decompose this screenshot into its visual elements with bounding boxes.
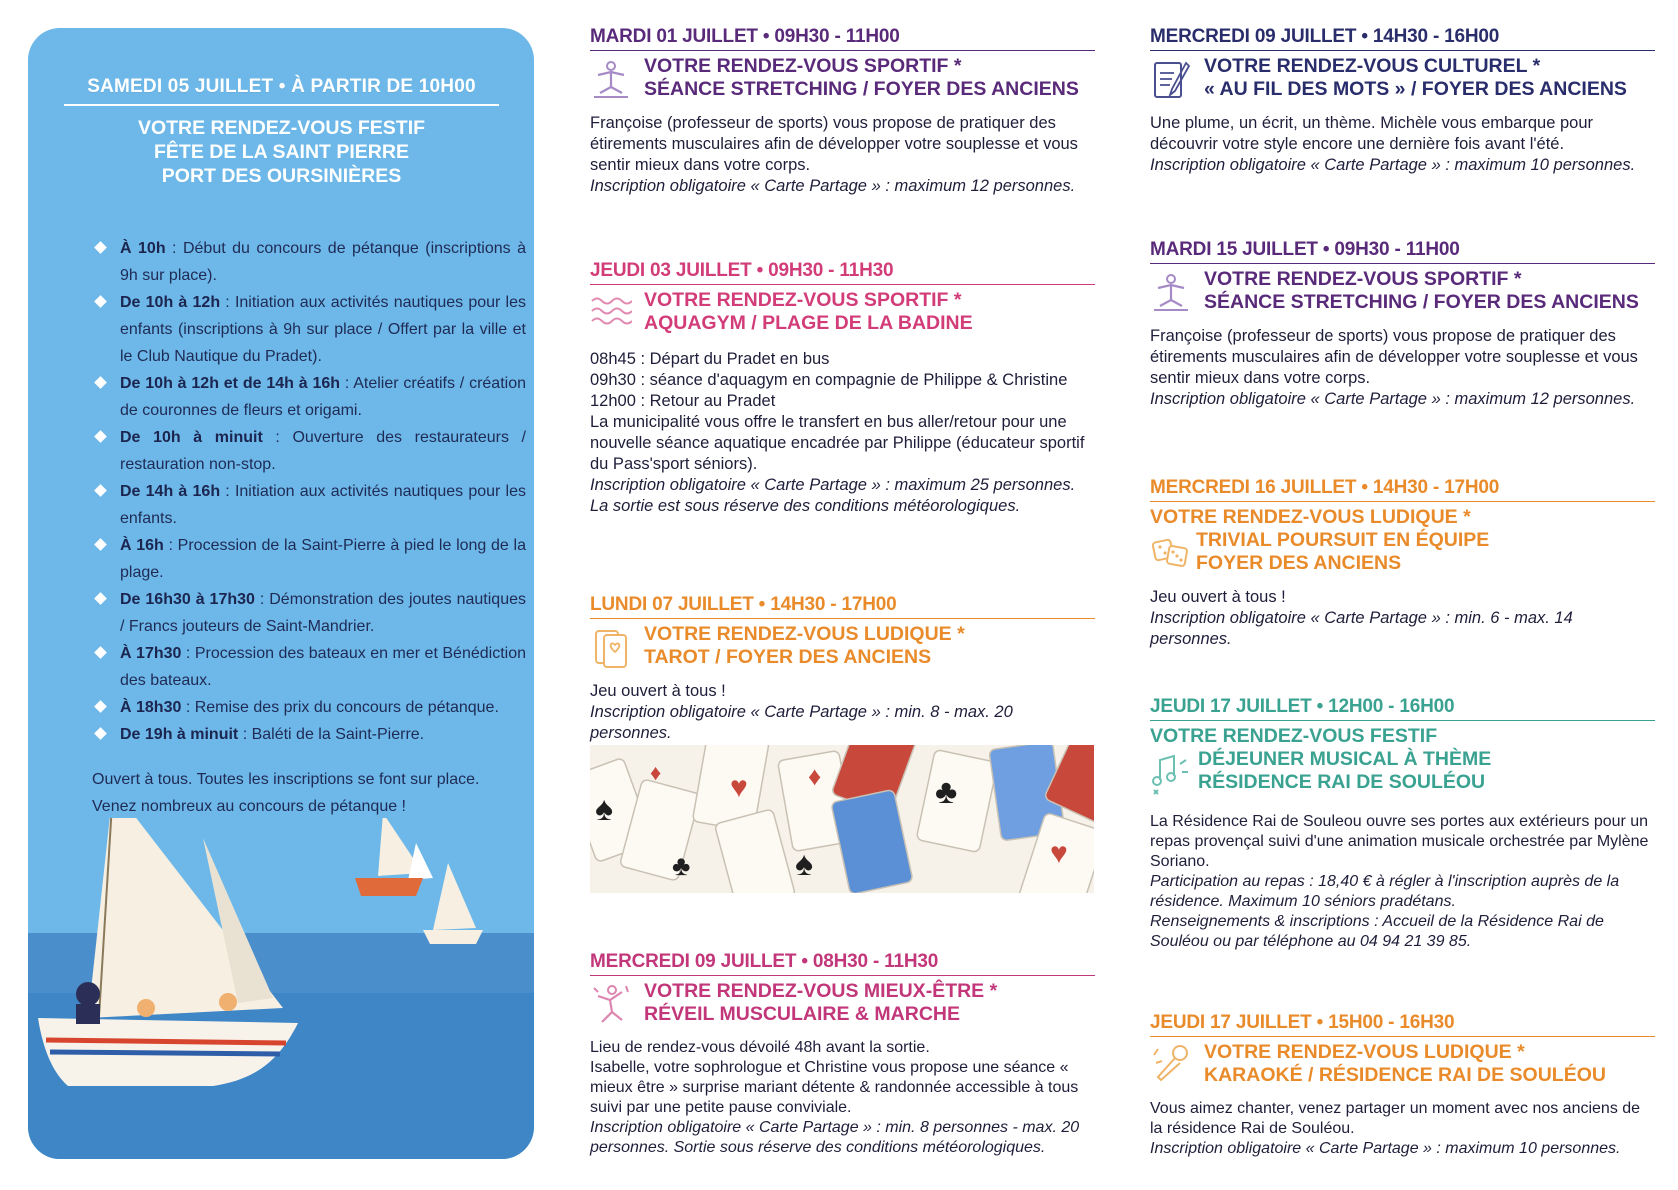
microphone-icon (1150, 1043, 1192, 1089)
program-text: : Initiation aux activités nautiques pour les enfants (inscriptions à 9h sur place / Offert par la ville et le Club Nautique du Pradet). (120, 294, 526, 365)
event-date: JEUDI 17 JUILLET • 12H00 - 16H00 (1150, 696, 1655, 721)
playing-cards-image (590, 745, 1094, 893)
event-date: LUNDI 07 JUILLET • 14H30 - 17H00 (590, 594, 1095, 619)
event-note: Inscription obligatoire « Carte Partage » : maximum 12 personnes. (1150, 390, 1636, 408)
program-item (92, 478, 526, 532)
event-note: La sortie est sous réserve des conditions météorologiques. (590, 497, 1021, 515)
event-date: MERCREDI 09 JUILLET • 08H30 - 11H30 (590, 951, 1095, 976)
panel-note (92, 766, 532, 820)
event-note: Inscription obligatoire « Carte Partage » : min. 6 - max. 14 personnes. (1150, 609, 1573, 648)
event-subtitle: AQUAGYM / PLAGE DE LA BADINE (644, 312, 973, 334)
cards-icon (590, 625, 632, 671)
program-item (92, 640, 526, 694)
waves-icon (590, 291, 632, 337)
diamond-bullet-icon (94, 700, 107, 713)
event-body (590, 681, 1095, 744)
program-time: De 10h à 12h et de 14h à 16h (120, 375, 341, 392)
event-trivial (1150, 477, 1655, 650)
event-subtitle: TAROT / FOYER DES ANCIENS (644, 646, 932, 668)
program-item (92, 424, 526, 478)
event-text: La Résidence Rai de Souleou ouvre ses portes aux extérieurs pour un repas provençal suivi d'une animation musicale orchestrée par Mylène Soriano. (1150, 813, 1649, 870)
exercise-icon (590, 982, 632, 1028)
diamond-bullet-icon (94, 727, 107, 740)
event-reveil (590, 951, 1095, 1158)
event-karaoke (1150, 1012, 1655, 1159)
event-title: VOTRE RENDEZ-VOUS LUDIQUE * (1204, 1041, 1525, 1063)
program-text: : Ouverture des restaurateurs / restauration non-stop. (120, 429, 527, 473)
event-title: VOTRE RENDEZ-VOUS CULTUREL * (1204, 55, 1541, 77)
event-body (1150, 113, 1655, 176)
program-item (92, 235, 526, 289)
event-text: Isabelle, votre sophrologue et Christine vous propose une séance « mieux être » surprise mariant détente & randonnée accessible à tous suivi par une petite pause conviviale. (590, 1059, 1079, 1116)
program-item (92, 370, 526, 424)
diamond-bullet-icon (94, 646, 107, 659)
program-time: À 18h30 (120, 699, 182, 716)
svg-text:♣: ♣ (935, 773, 958, 811)
event-dejeuner (1150, 696, 1655, 952)
music-notes-icon (1150, 750, 1192, 796)
diamond-bullet-icon (94, 592, 107, 605)
program-item (92, 289, 526, 370)
festival-panel (28, 28, 534, 1159)
event-date: MERCREDI 09 JUILLET • 14H30 - 16H00 (1150, 26, 1655, 51)
svg-text:♠: ♠ (795, 845, 814, 883)
svg-text:♣: ♣ (672, 850, 691, 881)
event-body (1150, 326, 1655, 410)
event-text: 08h45 : Départ du Pradet en bus (590, 350, 830, 368)
event-date: MARDI 01 JUILLET • 09H30 - 11H00 (590, 26, 1095, 51)
program-time: De 16h30 à 17h30 (120, 591, 255, 608)
program-text: : Atelier créatifs / création de couronnes de fleurs et origami. (120, 375, 527, 419)
event-body (1150, 1099, 1655, 1159)
event-body (1150, 587, 1655, 650)
event-subtitle: FOYER DES ANCIENS (1196, 552, 1402, 574)
stretching-icon (590, 57, 632, 103)
event-note: Inscription obligatoire « Carte Partage » : min. 8 personnes - max. 20 personnes. Sortie sous réserve des conditions météorologiques. (590, 1119, 1080, 1156)
program-list (92, 235, 526, 748)
event-title: VOTRE RENDEZ-VOUS SPORTIF * (1204, 268, 1522, 290)
event-text: Lieu de rendez-vous dévoilé 48h avant la sortie. (590, 1039, 930, 1056)
event-note: Inscription obligatoire « Carte Partage » : maximum 10 personnes. (1150, 1140, 1621, 1157)
program-text: : Démonstration des joutes nautiques / Francs jouteurs de Saint-Mandrier. (120, 591, 527, 635)
dice-icon (1150, 531, 1192, 577)
event-date: JEUDI 17 JUILLET • 15H00 - 16H30 (1150, 1012, 1655, 1037)
event-date: MERCREDI 16 JUILLET • 14H30 - 17H00 (1150, 477, 1655, 502)
event-subtitle: TRIVIAL POURSUIT EN ÉQUIPE (1196, 529, 1490, 551)
event-text: Françoise (professeur de sports) vous propose de pratiquer des étirements musculaires afin de développer votre souplesse et vous sentir mieux dans votre corps. (1150, 327, 1638, 387)
event-stretching-2 (1150, 239, 1655, 410)
program-text: : Initiation aux activités nautiques pour les enfants. (120, 483, 526, 527)
event-text: Françoise (professeur de sports) vous propose de pratiquer des étirements musculaires afin de développer votre souplesse et vous sentir mieux dans votre corps. (590, 114, 1078, 174)
panel-note-line: Venez nombreux au concours de pétanque ! (92, 798, 406, 815)
program-item (92, 694, 526, 721)
svg-text:♥: ♥ (1050, 837, 1068, 870)
event-title: VOTRE RENDEZ-VOUS SPORTIF * (644, 289, 962, 311)
event-culturel (1150, 26, 1655, 176)
program-time: De 19h à minuit (120, 726, 239, 743)
event-subtitle: KARAOKÉ / RÉSIDENCE RAI DE SOULÉOU (1204, 1064, 1606, 1086)
sailboats-illustration (28, 818, 534, 1159)
event-note: Renseignements & inscriptions : Accueil de la Résidence Rai de Souléou ou par téléphone au 04 94 21 39 85. (1150, 913, 1604, 950)
program-text: : Procession des bateaux en mer et Bénédiction des bateaux. (120, 645, 526, 689)
panel-title-line: PORT DES OURSINIÈRES (161, 165, 402, 187)
panel-title-line: VOTRE RENDEZ-VOUS FESTIF (137, 117, 426, 139)
panel-date: SAMEDI 05 JUILLET • À PARTIR DE 10H00 (64, 76, 499, 106)
svg-text:♠: ♠ (595, 790, 614, 828)
event-body (590, 1038, 1095, 1158)
writing-icon (1150, 57, 1192, 103)
program-time: À 16h (120, 537, 164, 554)
event-title: VOTRE RENDEZ-VOUS SPORTIF * (644, 55, 962, 77)
program-time: De 14h à 16h (120, 483, 221, 500)
program-time: À 17h30 (120, 645, 182, 662)
panel-note-line: Ouvert à tous. Toutes les inscriptions se font sur place. (92, 771, 480, 788)
program-time: De 10h à 12h (120, 294, 221, 311)
event-body (1150, 812, 1655, 952)
diamond-bullet-icon (94, 430, 107, 443)
event-subtitle: SÉANCE STRETCHING / FOYER DES ANCIENS (1204, 291, 1639, 313)
event-text: 09h30 : séance d'aquagym en compagnie de Philippe & Christine (590, 371, 1068, 389)
event-text: Jeu ouvert à tous ! (1150, 588, 1286, 606)
event-subtitle: SÉANCE STRETCHING / FOYER DES ANCIENS (644, 78, 1079, 100)
event-text: Vous aimez chanter, venez partager un moment avec nos anciens de la résidence Rai de Souléou. (1150, 1100, 1641, 1137)
diamond-bullet-icon (94, 484, 107, 497)
event-note: Inscription obligatoire « Carte Partage » : min. 8 - max. 20 personnes. (590, 703, 1013, 742)
event-note: Participation au repas : 18,40 € à régler à l'inscription auprès de la résidence. Maximum 10 séniors pradétans. (1150, 873, 1620, 910)
event-subtitle: « AU FIL DES MOTS » / FOYER DES ANCIENS (1204, 78, 1627, 100)
event-subtitle: RÉSIDENCE RAI DE SOULÉOU (1198, 771, 1486, 793)
event-text: Jeu ouvert à tous ! (590, 682, 726, 700)
playing-cards-illustration (590, 745, 1094, 893)
svg-text:♦: ♦ (650, 760, 662, 785)
diamond-bullet-icon (94, 295, 107, 308)
program-item (92, 586, 526, 640)
event-date: MARDI 15 JUILLET • 09H30 - 11H00 (1150, 239, 1655, 264)
program-text: : Baléti de la Saint-Pierre. (238, 726, 425, 743)
panel-title-line: FÊTE DE LA SAINT PIERRE (154, 141, 409, 163)
program-item (92, 721, 526, 748)
panel-header (64, 76, 499, 188)
diamond-bullet-icon (94, 538, 107, 551)
event-note: Inscription obligatoire « Carte Partage » : maximum 25 personnes. (590, 476, 1076, 494)
diamond-bullet-icon (94, 376, 107, 389)
program-time: À 10h (120, 240, 166, 257)
program-text: : Remise des prix du concours de pétanque. (181, 699, 499, 716)
event-stretching-1 (590, 26, 1095, 197)
panel-title (64, 116, 499, 188)
event-text: La municipalité vous offre le transfert en bus aller/retour pour une nouvelle séance aquatique encadrée par Philippe (éducateur sportif du Pass'sport séniors). (590, 413, 1085, 473)
event-subtitle: RÉVEIL MUSCULAIRE & MARCHE (644, 1003, 960, 1025)
event-title: VOTRE RENDEZ-VOUS FESTIF (1150, 725, 1438, 747)
event-body (590, 113, 1095, 197)
program-text: : Procession de la Saint-Pierre à pied le long de la plage. (120, 537, 526, 581)
program-text: : Début du concours de pétanque (inscriptions à 9h sur place). (120, 240, 526, 284)
event-note: Inscription obligatoire « Carte Partage » : maximum 12 personnes. (590, 177, 1076, 195)
event-body (590, 349, 1095, 517)
program-time: De 10h à minuit (120, 429, 263, 446)
event-title: VOTRE RENDEZ-VOUS LUDIQUE * (1150, 506, 1471, 528)
stretching-icon (1150, 270, 1192, 316)
event-title: VOTRE RENDEZ-VOUS LUDIQUE * (644, 623, 965, 645)
diamond-bullet-icon (94, 241, 107, 254)
program-item (92, 532, 526, 586)
event-title: VOTRE RENDEZ-VOUS MIEUX-ÊTRE * (644, 980, 998, 1002)
event-date: JEUDI 03 JUILLET • 09H30 - 11H30 (590, 260, 1095, 285)
event-text: 12h00 : Retour au Pradet (590, 392, 776, 410)
event-aquagym (590, 260, 1095, 517)
svg-text:♥: ♥ (730, 771, 748, 804)
event-subtitle: DÉJEUNER MUSICAL À THÈME (1198, 748, 1492, 770)
event-text: Une plume, un écrit, un thème. Michèle vous embarque pour découvrir votre style encore une dernière fois avant l'été. (1150, 114, 1593, 153)
svg-text:♦: ♦ (808, 761, 822, 791)
event-note: Inscription obligatoire « Carte Partage » : maximum 10 personnes. (1150, 156, 1636, 174)
event-tarot (590, 594, 1095, 744)
